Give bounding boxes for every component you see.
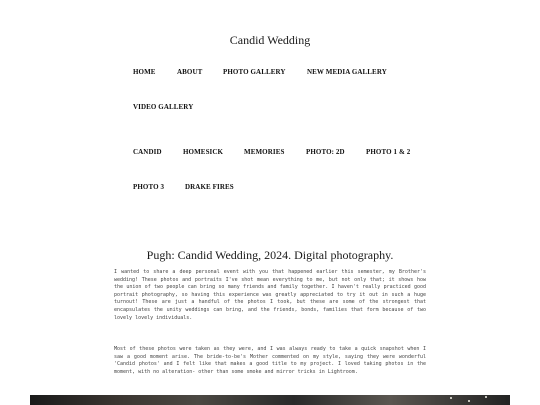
photo-light-highlight — [468, 400, 470, 402]
nav-photo-2d[interactable]: PHOTO: 2D — [306, 148, 345, 156]
nav-new-media-gallery[interactable]: NEW MEDIA GALLERY — [307, 68, 387, 76]
photo-light-highlight — [450, 397, 452, 399]
nav-memories[interactable]: MEMORIES — [244, 148, 285, 156]
nav-homesick[interactable]: HOMESICK — [183, 148, 224, 156]
nav-about[interactable]: ABOUT — [177, 68, 203, 76]
photo-light-highlight — [485, 396, 487, 398]
site-title[interactable]: Candid Wedding — [229, 33, 311, 47]
post-title: Pugh: Candid Wedding, 2024. Digital photography. — [146, 248, 394, 262]
wedding-photo — [30, 395, 510, 405]
nav-photo-1-and-2[interactable]: PHOTO 1 & 2 — [366, 148, 411, 156]
nav-photo-gallery[interactable]: PHOTO GALLERY — [223, 68, 286, 76]
nav-candid[interactable]: CANDID — [133, 148, 162, 156]
nav-photo-3[interactable]: PHOTO 3 — [133, 183, 165, 191]
post-paragraph-1: I wanted to share a deep personal event with you that happened earlier this semester, my Brother's wedding! These photos and portraits I've shot mean everything to me, but not only that; it shows how the union of two people can bring so many friends and family together. I haven't really practiced good portrait photography, so having this experience was greatly appreciated to try it out in such a huge turnout! These are just a handful of the photos I took, but these are some of the strongest that encapsulates the unity weddings can bring, and the friends, bonds, families that form because of two lovely lovely individuals. — [114, 269, 426, 321]
nav-home[interactable]: HOME — [133, 68, 156, 76]
nav-drake-fires[interactable]: DRAKE FIRES — [185, 183, 234, 191]
nav-video-gallery[interactable]: VIDEO GALLERY — [133, 103, 194, 111]
post-paragraph-2: Most of these photos were taken as they were, and I was always ready to take a quick snapshot when I saw a good moment arise. The bride-to-be's Mother commented on my style, saying they were wonderful 'Candid photos' and I felt like that makes a good title to my project. I loved taking photos in the moment, with no alteration- other than some smoke and mirror tricks in Lightroom. — [114, 346, 426, 375]
